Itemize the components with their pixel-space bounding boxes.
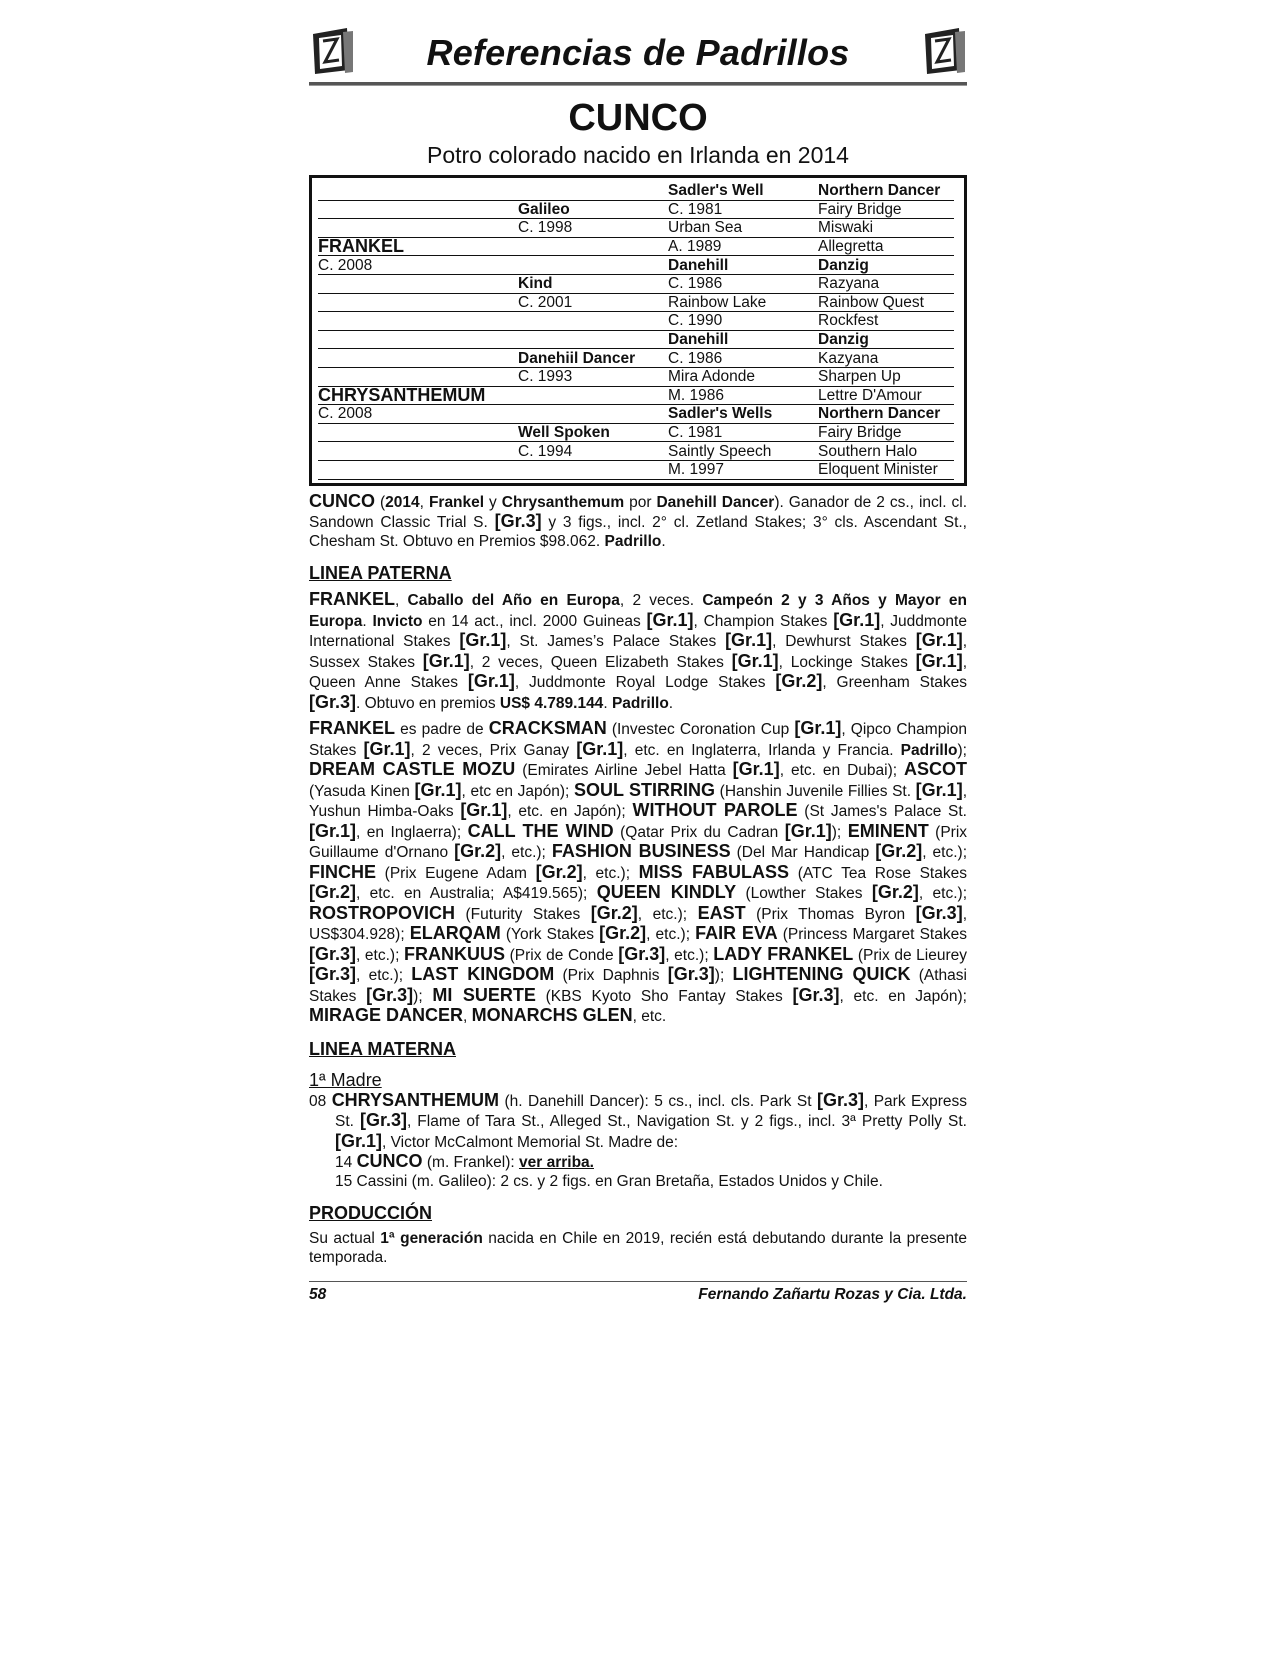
pedigree-cell: Rockfest [818, 312, 954, 331]
pedigree-cell: Rainbow Quest [818, 293, 954, 312]
pedigree-row [318, 219, 954, 238]
text-run: , 2 veces. [619, 592, 703, 609]
text-run: ); [957, 741, 967, 759]
intro-dam: Chrysanthemum [501, 493, 625, 511]
pedigree-cell [318, 330, 518, 349]
grade-label: [Gr.3] [792, 984, 840, 1005]
grade-label: [Gr.2] [775, 671, 823, 691]
text-run: ); [413, 987, 433, 1005]
pedigree-cell: Fairy Bridge [818, 423, 954, 442]
text-run: . [603, 694, 612, 712]
text-run: . Obtuvo en premios [356, 694, 500, 712]
text-run: (Qatar Prix du Cadran [613, 823, 785, 841]
text-run: (Prix Thomas Byron [745, 905, 916, 923]
grade-label: [Gr.1] [784, 820, 832, 841]
grade-label: [Gr.3] [915, 902, 963, 923]
pedigree-cell: C. 1981 [668, 423, 818, 442]
page [309, 20, 967, 1308]
pedigree-cell: Miswaki [818, 219, 954, 238]
pedigree-cell: C. 1998 [518, 219, 668, 238]
horse-name: ROSTROPOVICH [309, 902, 456, 923]
pedigree-cell: Rainbow Lake [668, 293, 818, 312]
pedigree-box [309, 175, 967, 486]
text-run: . [362, 612, 373, 630]
text-run: Padrillo [611, 694, 669, 712]
pedigree-cell: Fairy Bridge [818, 200, 954, 219]
header-title: Referencias de Padrillos [426, 32, 850, 73]
pedigree-cell: Northern Dancer [818, 405, 954, 424]
pedigree-cell: FRANKEL [318, 237, 518, 256]
pedigree-row [318, 405, 954, 424]
grade-label: [Gr.3] [309, 943, 357, 964]
text-run: , etc.); [356, 946, 405, 964]
horse-name: ASCOT [903, 759, 967, 779]
pedigree-cell [518, 182, 668, 200]
horse-name: MI SUERTE [432, 984, 536, 1005]
grade-label: [Gr.3] [816, 1089, 864, 1110]
grade-label: [Gr.2] [599, 923, 647, 943]
pedigree-cell: C. 1994 [518, 442, 668, 461]
pedigree-cell: Urban Sea [668, 219, 818, 238]
grade-label: [Gr.1] [731, 650, 779, 671]
text-run: . [668, 694, 674, 712]
horse-name: MISS FABULASS [638, 861, 790, 882]
text-run: , Lockinge Stakes [778, 653, 916, 671]
grade-label: [Gr.2] [535, 861, 583, 882]
offspring-year: 14 [335, 1154, 357, 1171]
pedigree-cell: Allegretta [818, 237, 954, 256]
pedigree-cell [318, 274, 518, 293]
text-run: , Park Express St. [335, 1092, 968, 1130]
text-run: (St James's Palace St. [797, 803, 967, 820]
grade-label: [Gr.2] [454, 841, 502, 861]
horse-name: MIRAGE DANCER [309, 1005, 464, 1025]
pedigree-row [318, 386, 954, 405]
grade-label: [Gr.1] [725, 630, 773, 650]
text-run: , 2 veces, Queen Elizabeth Stakes [469, 653, 732, 671]
pedigree-cell: Well Spoken [518, 423, 668, 442]
text-run: (KBS Kyoto Sho Fantay Stakes [535, 987, 793, 1005]
text-run: , etc. en Dubai); [779, 762, 904, 779]
text-run: , Juddmonte Royal Lodge Stakes [514, 674, 776, 691]
text-run: 1ª generación [380, 1230, 483, 1247]
intro-text: , [419, 493, 429, 511]
page-header [309, 20, 967, 82]
pedigree-cell: C. 1986 [668, 349, 818, 368]
text-run: , etc. en Japón); [507, 803, 633, 820]
intro-damsire: Danehill Dancer [656, 493, 775, 511]
pedigree-cell: Danehill [668, 256, 818, 275]
pedigree-cell: C. 2001 [518, 293, 668, 312]
pedigree-cell: Sharpen Up [818, 367, 954, 386]
text-run: , Sussex Stakes [309, 633, 968, 671]
text-run: , etc en Japón); [461, 782, 574, 800]
text-run: (ATC Tea Rose Stakes [789, 864, 967, 882]
pedigree-cell: C. 1993 [518, 367, 668, 386]
section-linea-paterna: LINEA PATERNA [309, 563, 452, 583]
text-run: 08 [309, 1092, 332, 1110]
grade-label: [Gr.1] [646, 609, 694, 630]
pedigree-cell: Kazyana [818, 349, 954, 368]
madre-entry [309, 1091, 967, 1153]
pedigree-cell: Saintly Speech [668, 442, 818, 461]
text-run: , Victor McCalmont Memorial St. Madre de: [382, 1133, 679, 1151]
grade-label: [Gr.1] [915, 630, 963, 650]
offspring-text: (m. Frankel): [422, 1154, 520, 1171]
pedigree-cell [518, 256, 668, 275]
text-run: , Greenham Stakes [822, 674, 967, 691]
offspring-entry [309, 1152, 967, 1173]
intro-text: y 3 figs., incl. 2° cl. Zetland Stakes; 3° cls. Ascendant St., Chesham St. Obtuvo en Premios $98.062. [309, 514, 967, 550]
intro-text: ). Ganador de 2 cs., incl. cl. Sandown Classic Trial S. [309, 493, 968, 531]
text-run: , Dewhurst Stakes [772, 633, 916, 650]
text-run: , etc.); [646, 926, 696, 943]
text-run: (York Stakes [500, 926, 600, 943]
intro-padrillo: Padrillo [604, 532, 662, 550]
horse-name: CHRYSANTHEMUM [331, 1089, 500, 1110]
grade-label: [Gr.2] [309, 882, 357, 902]
text-run: (Princess Margaret Stakes [777, 926, 967, 943]
horse-name: LIGHTENING QUICK [732, 964, 911, 984]
intro-text: ( [375, 493, 386, 511]
pedigree-cell: C. 1981 [668, 200, 818, 219]
text-run: , [395, 592, 408, 609]
text-run: , Qipco Champion Stakes [309, 721, 968, 759]
pedigree-cell: C. 1990 [668, 312, 818, 331]
pedigree-cell [318, 312, 518, 331]
text-run: (Yasuda Kinen [309, 782, 415, 800]
intro-year: 2014 [385, 493, 420, 511]
text-run: (Prix de Conde [505, 946, 619, 964]
pedigree-cell: Razyana [818, 274, 954, 293]
pedigree-cell [318, 219, 518, 238]
madre-heading: 1ª Madre [309, 1069, 382, 1090]
horse-name: FRANKEL [309, 589, 395, 609]
grade-label: [Gr.1] [467, 671, 515, 691]
pedigree-cell [518, 405, 668, 424]
pedigree-cell: Galileo [518, 200, 668, 219]
text-run: , en Inglaerra); [356, 823, 468, 841]
offspring-name: CUNCO [356, 1151, 423, 1171]
grade-label: [Gr.3] [359, 1110, 407, 1130]
grade-label: [Gr.2] [590, 902, 638, 923]
text-run: Su actual [309, 1230, 381, 1247]
company-name: Fernando Zañartu Rozas y Cia. Ltda. [698, 1286, 967, 1303]
grade-label: [Gr.1] [915, 779, 963, 800]
text-run: , etc. en Inglaterra, Irlanda y Francia. [623, 741, 901, 759]
text-run: (Prix Daphnis [554, 967, 668, 984]
horse-name: SOUL STIRRING [574, 779, 716, 800]
grade-label: [Gr.3] [309, 691, 357, 712]
pedigree-row [318, 442, 954, 461]
header-rule [309, 82, 967, 86]
pedigree-row [318, 182, 954, 200]
pedigree-cell: C. 2008 [318, 405, 518, 424]
pedigree-table [318, 182, 954, 480]
pedigree-cell [518, 237, 668, 256]
paterna-paragraph-2 [309, 719, 967, 1027]
produccion-paragraph [309, 1230, 967, 1267]
pedigree-cell: Sadler's Well [668, 182, 818, 200]
horse-name: QUEEN KINDLY [596, 882, 737, 902]
pedigree-cell [318, 460, 518, 479]
pedigree-cell [518, 386, 668, 405]
text-run: es padre de [395, 721, 489, 738]
pedigree-cell: CHRYSANTHEMUM [318, 386, 518, 405]
pedigree-cell: Danehiil Dancer [518, 349, 668, 368]
horse-name: CUNCO [568, 97, 708, 139]
grade-label: [Gr.3] [309, 964, 357, 984]
text-run: , US$304.928); [309, 905, 967, 943]
text-run: , Juddmonte International Stakes [309, 612, 967, 650]
grade-label: [Gr.1] [414, 779, 462, 800]
grade-label: [Gr.1] [363, 738, 411, 759]
grade-label: [Gr.2] [871, 882, 919, 902]
section-linea-materna: LINEA MATERNA [309, 1038, 456, 1059]
intro-text: por [624, 493, 657, 511]
text-run: , Champion Stakes [693, 612, 834, 630]
text-run: (Prix Eugene Adam [376, 864, 536, 882]
pedigree-cell: Lettre D'Amour [818, 386, 954, 405]
text-run: (Prix Guillaume d'Ornano [309, 823, 968, 861]
horse-name: FRANKUUS [404, 943, 506, 964]
pedigree-cell [318, 349, 518, 368]
text-run: (Del Mar Handicap [730, 844, 876, 861]
pedigree-row [318, 349, 954, 368]
pedigree-cell [518, 330, 668, 349]
text-run: , Yushun Himba-Oaks [309, 782, 967, 820]
grade-label: [Gr.1] [460, 800, 508, 820]
text-run: ); [714, 967, 733, 984]
horse-name: FINCHE [309, 861, 376, 882]
text-run: (Athasi Stakes [309, 967, 967, 1005]
text-run: , 2 veces, Prix Ganay [410, 741, 577, 759]
text-run: (Futurity Stakes [455, 905, 591, 923]
grade-label: [Gr.1] [915, 650, 963, 671]
grade-label: [Gr.3] [618, 943, 666, 964]
pedigree-cell: Eloquent Minister [818, 460, 954, 479]
text-run: , etc.); [922, 844, 967, 861]
pedigree-cell [318, 200, 518, 219]
text-run: , etc.); [637, 905, 698, 923]
horse-name: CALL THE WIND [467, 820, 614, 841]
text-run: , [463, 1008, 472, 1025]
pedigree-cell [318, 442, 518, 461]
text-run: , etc.); [356, 967, 412, 984]
pedigree-cell: M. 1986 [668, 386, 818, 405]
paterna-paragraph-1 [309, 590, 967, 713]
intro-paragraph [309, 492, 967, 552]
grade-label: [Gr.1] [576, 738, 624, 759]
pedigree-cell [318, 293, 518, 312]
grade-label: [Gr.3] [366, 984, 414, 1005]
pedigree-row [318, 293, 954, 312]
pedigree-cell: Danzig [818, 330, 954, 349]
pedigree-cell: Southern Halo [818, 442, 954, 461]
text-run: , etc.); [501, 844, 552, 861]
text-run: (Emirates Airline Jebel Hatta [515, 762, 733, 779]
text-run: , etc.); [665, 946, 714, 964]
grade-label: [Gr.1] [794, 718, 842, 738]
horse-name: FAIR EVA [695, 923, 778, 943]
pedigree-cell: Danehill [668, 330, 818, 349]
pedigree-cell [318, 423, 518, 442]
pedigree-cell [518, 460, 668, 479]
section-produccion: PRODUCCIÓN [309, 1203, 433, 1223]
text-run: , etc. en Japón); [839, 987, 967, 1005]
grade-label: [Gr.1] [335, 1130, 383, 1151]
grade-label: [Gr.3] [494, 511, 542, 531]
text-run: (Prix de Lieurey [853, 946, 968, 964]
text-run: US$ 4.789.144 [499, 694, 604, 712]
pedigree-row [318, 423, 954, 442]
horse-name: EMINENT [847, 820, 929, 841]
pedigree-row [318, 200, 954, 219]
grade-label: [Gr.1] [833, 609, 881, 630]
text-run: (Investec Coronation Cup [606, 721, 795, 738]
horse-name: CRACKSMAN [488, 718, 607, 738]
pedigree-cell: M. 1997 [668, 460, 818, 479]
text-run: , Queen Anne Stakes [309, 653, 967, 691]
pedigree-cell: Mira Adonde [668, 367, 818, 386]
grade-label: [Gr.1] [422, 650, 470, 671]
horse-name: FRANKEL [309, 718, 395, 738]
pedigree-cell: Northern Dancer [818, 182, 954, 200]
offspring-entry: 15 Cassini (m. Galileo): 2 cs. y 2 figs. en Gran Bretaña, Estados Unidos y Chile. [335, 1172, 883, 1190]
horse-name: MONARCHS GLEN [471, 1005, 633, 1025]
grade-label: [Gr.2] [875, 841, 923, 861]
pedigree-cell: Sadler's Wells [668, 405, 818, 424]
grade-label: [Gr.1] [459, 630, 507, 650]
text-run: Campeón 2 y 3 Años y Mayor en Europa [309, 592, 967, 630]
text-run: Invicto [372, 612, 423, 630]
text-run: Padrillo [900, 741, 958, 759]
pedigree-row [318, 312, 954, 331]
horse-name: LADY FRANKEL [713, 943, 854, 964]
horse-name: FASHION BUSINESS [551, 841, 731, 861]
pedigree-cell [318, 182, 518, 200]
horse-name: LAST KINGDOM [411, 964, 555, 984]
pedigree-cell: C. 2008 [318, 256, 518, 275]
intro-text: y [484, 493, 502, 511]
text-run: ); [831, 823, 848, 841]
pedigree-row [318, 256, 954, 275]
pedigree-row [318, 237, 954, 256]
pedigree-row [318, 367, 954, 386]
text-run: Caballo del Año en Europa [407, 592, 620, 609]
pedigree-cell: Danzig [818, 256, 954, 275]
text-run: (Hanshin Juvenile Fillies St. [715, 782, 916, 800]
text-run: , etc. [632, 1008, 667, 1025]
pedigree-cell: A. 1989 [668, 237, 818, 256]
text-run: en 14 act., incl. 2000 Guineas [422, 612, 647, 630]
intro-horse-name: CUNCO [309, 490, 375, 511]
intro-sire: Frankel [428, 493, 485, 511]
horse-name: WITHOUT PAROLE [632, 800, 798, 820]
pedigree-row [318, 460, 954, 479]
pedigree-cell: Kind [518, 274, 668, 293]
text-run: , etc.); [918, 885, 968, 902]
text-run: , Flame of Tara St., Alleged St., Navigation St. y 2 figs., incl. 3ª Pretty Polly St. [406, 1113, 967, 1130]
logo-icon [921, 26, 967, 76]
text-run: , etc. en Australia; A$419.565); [356, 885, 597, 902]
horse-subtitle: Potro colorado nacido en Irlanda en 2014 [427, 142, 849, 168]
grade-label: [Gr.3] [667, 964, 715, 984]
grade-label: [Gr.1] [309, 820, 357, 841]
intro-text: . [661, 532, 666, 550]
horse-name: DREAM CASTLE MOZU [309, 759, 516, 779]
text-run: (Lowther Stakes [736, 885, 872, 902]
text-run: , etc.); [582, 864, 639, 882]
horse-name: ELARQAM [409, 923, 501, 943]
pedigree-row [318, 330, 954, 349]
grade-label: [Gr.1] [732, 759, 780, 779]
text-run: , St. James’s Palace Stakes [506, 633, 726, 650]
page-number: 58 [309, 1286, 327, 1303]
text-run: (h. Danehill Dancer): 5 cs., incl. cls. Park St [499, 1092, 817, 1110]
pedigree-row [318, 274, 954, 293]
pedigree-cell [518, 312, 668, 331]
footer-rule [309, 1281, 967, 1282]
page-footer [309, 1286, 967, 1308]
horse-name: EAST [697, 902, 746, 923]
pedigree-cell: C. 1986 [668, 274, 818, 293]
ver-arriba-link[interactable]: ver arriba. [519, 1154, 594, 1171]
text-run: nacida en Chile en 2019, recién está debutando durante la presente temporada. [309, 1230, 967, 1266]
pedigree-cell [318, 367, 518, 386]
